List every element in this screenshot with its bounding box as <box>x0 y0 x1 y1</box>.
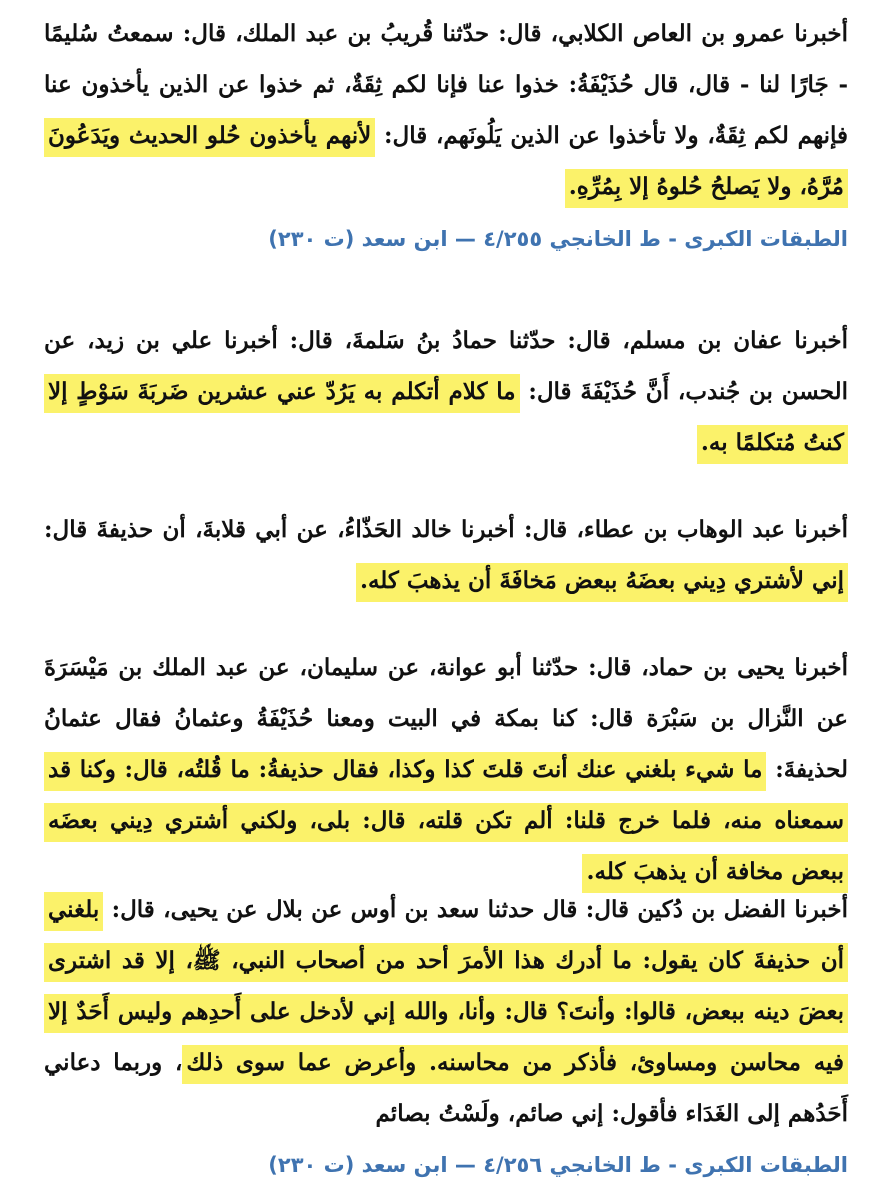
entry-paragraph <box>44 8 848 212</box>
narration-chain: أخبرنا الفضل بن دُكين قال: قال حدثنا سعد بن أوس عن بلال عن يحيى، قال: <box>103 896 848 923</box>
narration-chain: أخبرنا يحيى بن حماد، قال: حدّثنا أبو عوانة، عن سليمان، عن عبد الملك بن مَيْسَرَةَ عن النَّزال بن سَبْرَة قال: كنا بمكة في البيت ومعنا حُذَيْفَةُ وعثمانُ فقال عثمانُ لحذيفةَ: <box>44 654 848 783</box>
hadith-entry-1 <box>44 8 848 212</box>
highlighted-quote: لأنهم يأخذون حُلو الحديث ويَدَعُونَ مُرَّهُ، ولا يَصلحُ حُلوهُ إلا بِمُرِّهِ. <box>44 118 848 208</box>
trailing-text: ، وربما دعاني أَحَدُهم إلى الغَدَاء فأقول: إني صائم، ولَسْتُ بصائم <box>44 1049 848 1127</box>
entry-paragraph <box>44 315 848 468</box>
highlighted-quote: ما كلام أتكلم به يَرُدّ عني عشرين ضَربَةَ سَوْطٍ إلا كنتُ مُتكلمًا به. <box>44 374 848 464</box>
highlighted-quote: إني لأشتري دِيني بعضَهُ ببعض مَخافَةَ أن يذهبَ كله. <box>356 563 848 602</box>
entry-paragraph <box>44 884 848 1139</box>
highlighted-quote: بلغني أن حذيفةَ كان يقول: ما أدرك هذا الأمرَ أحد من أصحاب النبي، ﷺ، إلا قد اشترى بعضَ دينه ببعض، قالوا: وأنتَ؟ قال: وأنا، والله إني لأدخل على أَحدِهم وليس أَحَدٌ إلا فيه محاسن ومساوئ، فأذكر من محاسنه. وأعرض عما سوى ذلك <box>44 892 848 1084</box>
narration-chain: أخبرنا عفان بن مسلم، قال: حدّثنا حمادُ بنُ سَلمةَ، قال: أخبرنا علي بن زيد، عن الحسن بن جُندب، أَنَّ حُذَيْفَةَ قال: <box>44 327 848 405</box>
entry-paragraph <box>44 504 848 606</box>
highlighted-quote: ما شيء بلغني عنك أنتَ قلتَ كذا وكذا، فقال حذيفةُ: ما قُلتُه، قال: وكنا قد سمعناه منه، فلما خرج قلنا: ألم تكن قلته، قال: بلى، ولكني أشتري دِيني بعضَه ببعض مخافة أن يذهبَ كله. <box>44 752 848 893</box>
hadith-entry-5 <box>44 884 848 1139</box>
hadith-entry-2 <box>44 315 848 468</box>
hadith-entry-3 <box>44 504 848 606</box>
source-citation-2: الطبقات الكبرى - ط الخانجي ٤/٢٥٦ — ابن سعد (ت ٢٣٠) <box>268 1153 848 1177</box>
entry-paragraph <box>44 642 848 897</box>
hadith-entry-4 <box>44 642 848 897</box>
source-citation-1: الطبقات الكبرى - ط الخانجي ٤/٢٥٥ — ابن سعد (ت ٢٣٠) <box>268 227 848 251</box>
narration-chain: أخبرنا عمرو بن العاص الكلابي، قال: حدّثنا قُريبُ بن عبد الملك، قال: سمعتُ سُليمًا - جَارًا لنا - قال، قال حُذَيْفَةُ: خذوا عنا فإنا لكم ثِقَةٌ، ثم خذوا عن الذين يأخذون عنا فإنهم لكم ثِقَةٌ، ولا تأخذوا عن الذين يَلُونَهم، قال: <box>44 20 848 149</box>
narration-chain: أخبرنا عبد الوهاب بن عطاء، قال: أخبرنا خالد الحَذّاءُ، عن أبي قلابةَ، أن حذيفةَ قال: <box>44 516 848 543</box>
